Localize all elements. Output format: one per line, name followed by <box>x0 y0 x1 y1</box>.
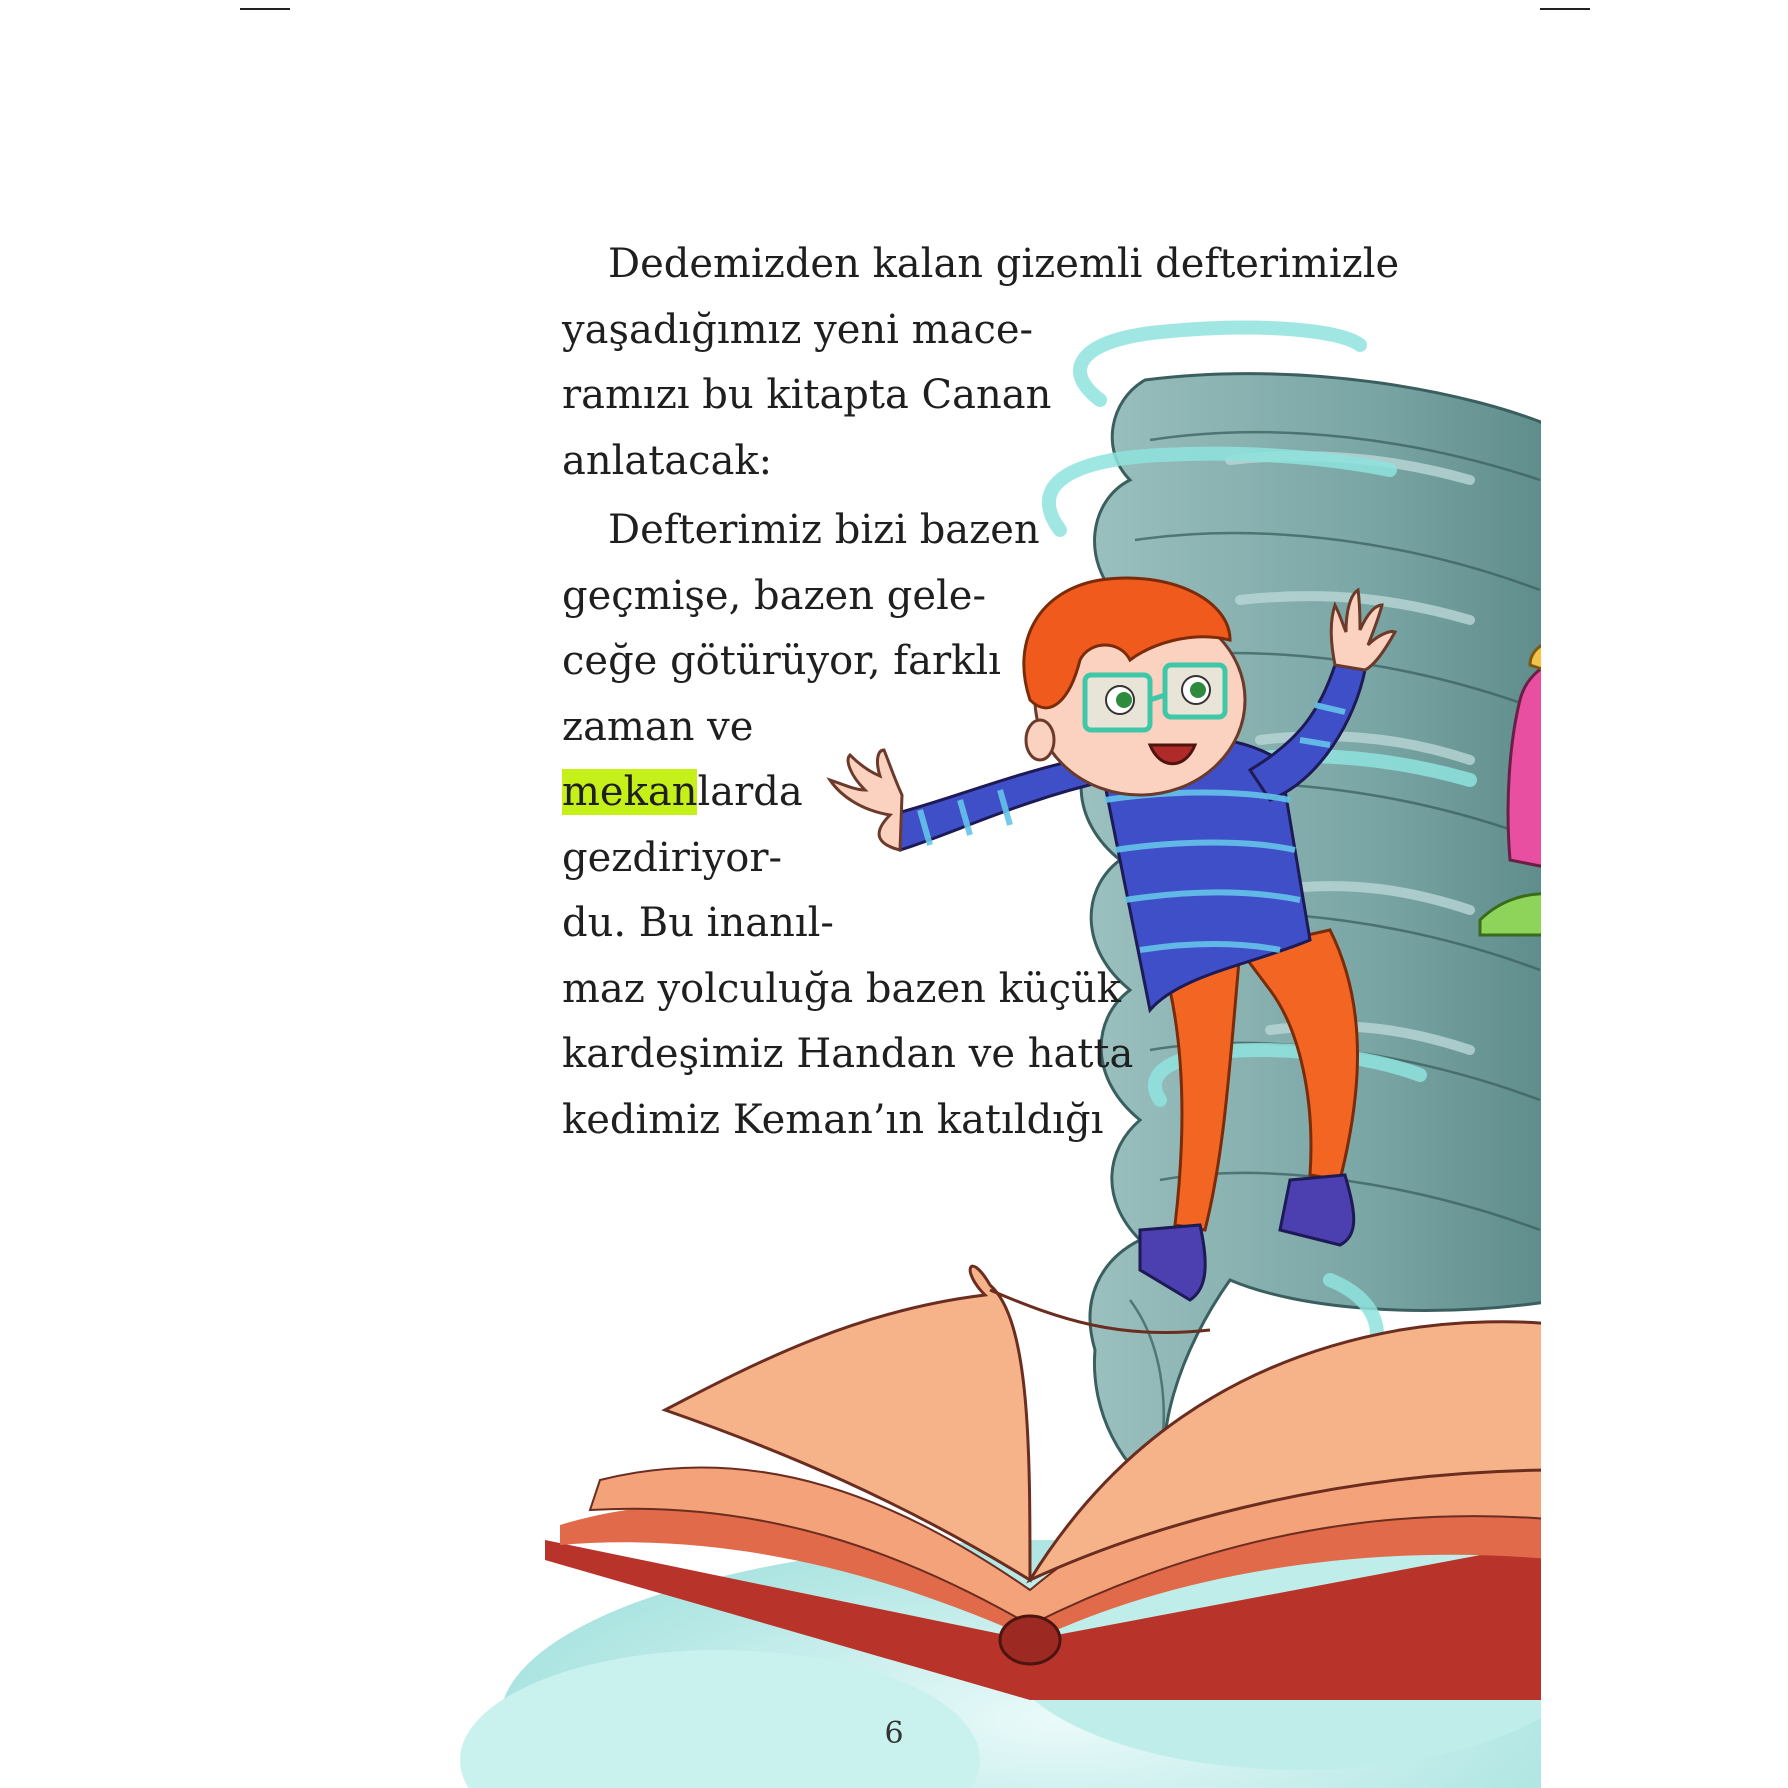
text-line: yaşadığımız yeni mace- <box>562 306 1034 353</box>
story-text <box>562 232 1442 1153</box>
text-line: ceğe götürüyor, farklı <box>562 638 1001 684</box>
text-line: Defterimiz bizi bazen <box>608 507 1040 553</box>
highlighted-word: mekan <box>562 769 698 815</box>
text-line: du. Bu inanıl- <box>562 900 834 946</box>
text-line: kedimiz Keman’ın katıldığı <box>562 1096 1104 1143</box>
text-line: zaman ve <box>562 703 754 750</box>
text-line: ramızı bu kitapta Canan <box>562 372 1052 418</box>
highlighted-line <box>562 760 1442 826</box>
paragraph-2 <box>562 498 1442 1153</box>
text-line: geçmişe, bazen gele- <box>562 572 986 619</box>
text-line: kardeşimiz Handan ve hatta <box>562 1031 1134 1077</box>
word-suffix: larda <box>697 769 803 815</box>
text-line: anlatacak: <box>562 437 773 484</box>
text-line: maz yolculuğa bazen küçük <box>562 965 1122 1012</box>
text-line: gezdiriyor- <box>562 834 782 881</box>
text-line: Dedemizden kalan gizemli defterimizle <box>608 241 1400 287</box>
paragraph-1 <box>562 232 1442 494</box>
page-number: 6 <box>884 1716 904 1751</box>
